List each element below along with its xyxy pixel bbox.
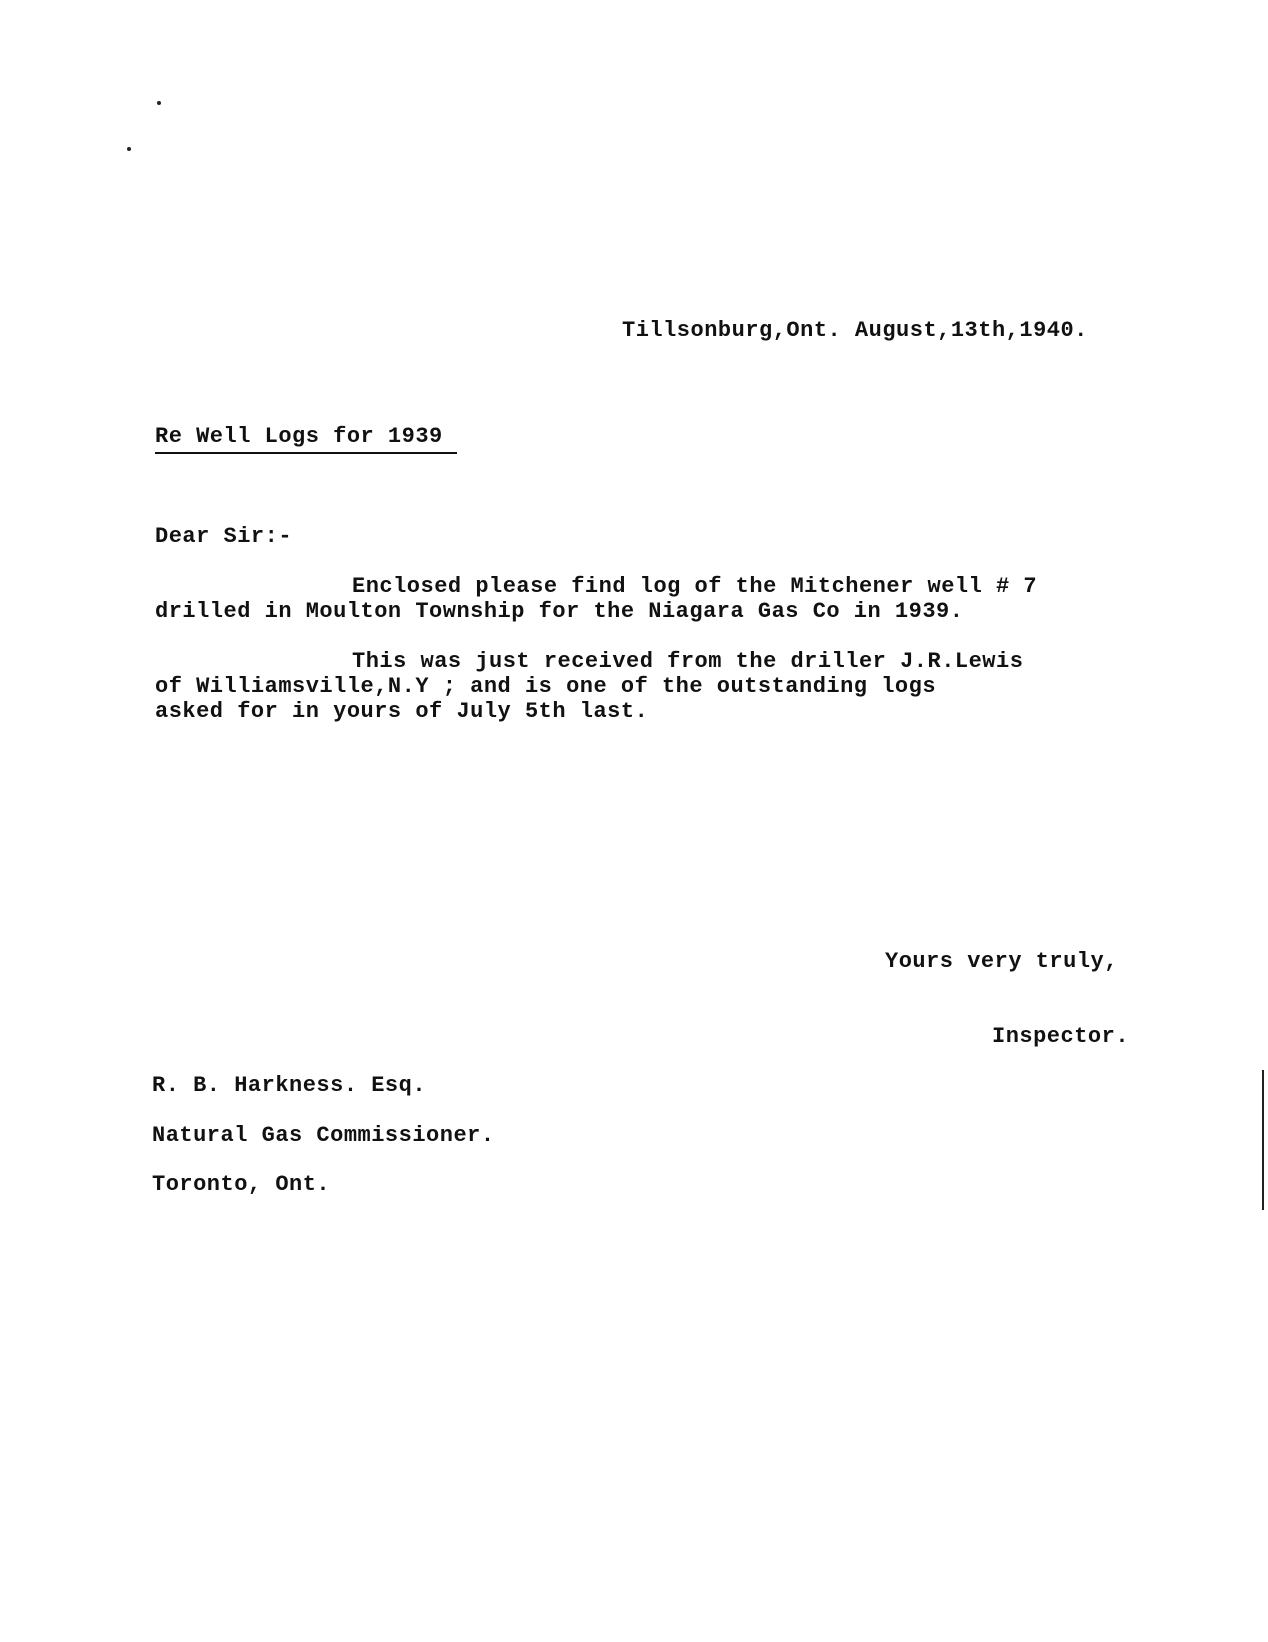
scan-edge-mark: [1262, 1070, 1264, 1210]
paragraph-2-line-2: of Williamsville,N.Y ; and is one of the outstanding logs: [155, 674, 937, 699]
signature-title: Inspector.: [992, 1024, 1130, 1049]
closing: Yours very truly,: [885, 949, 1118, 974]
addressee-title: Natural Gas Commissioner.: [152, 1123, 495, 1148]
subject-line: Re Well Logs for 1939: [155, 424, 457, 454]
place-date: Tillsonburg,Ont. August,13th,1940.: [622, 318, 1088, 343]
ink-speck: [157, 101, 161, 105]
addressee-location: Toronto, Ont.: [152, 1172, 331, 1197]
paragraph-2-line-1: This was just received from the driller J.R.Lewis: [352, 649, 1024, 674]
addressee-name: R. B. Harkness. Esq.: [152, 1073, 427, 1098]
paragraph-1-line-2: drilled in Moulton Township for the Niagara Gas Co in 1939.: [155, 599, 964, 624]
paragraph-1-line-1: Enclosed please find log of the Mitchener well # 7: [352, 574, 1038, 599]
ink-speck: [127, 147, 131, 151]
salutation: Dear Sir:-: [155, 524, 293, 549]
paragraph-2-line-3: asked for in yours of July 5th last.: [155, 699, 649, 724]
